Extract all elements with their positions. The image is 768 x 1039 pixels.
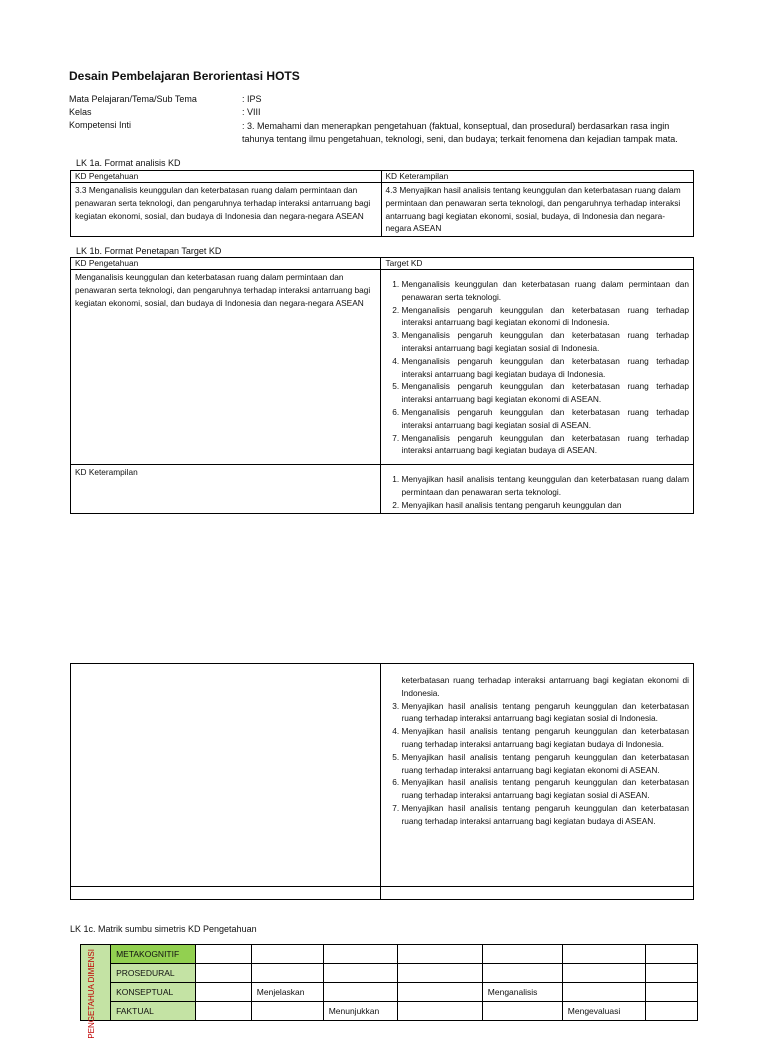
mapel-label: Mata Pelajaran/Tema/Sub Tema (69, 94, 197, 104)
matrix-cell (195, 1002, 251, 1021)
list-item: 6. Menganalisis pengaruh keunggulan dan keterbatasan ruang terhadap interaksi antarruang bagi kegiatan sosial di ASEAN. (401, 406, 689, 432)
matrix-cell (482, 945, 562, 964)
lk1b-head-left: KD Pengetahuan (71, 258, 381, 270)
matrix-cell (251, 964, 323, 983)
lk1b-table (70, 257, 694, 514)
matrix-cell (482, 964, 562, 983)
matrix-cell (195, 945, 251, 964)
list-item: 4. Menganalisis pengaruh keunggulan dan keterbatasan ruang terhadap interaksi antarruang bagi kegiatan budaya di Indonesia. (401, 355, 689, 381)
ki-value: : 3. Memahami dan menerapkan pengetahuan (faktual, konseptual, dan prosedural) berdasarkan rasa ingin tahunya tentang ilmu pengetahuan, teknologi, seni, dan budaya; terkait fenomena dan kejadian tampak mata. (242, 121, 678, 144)
dimension-side-label: PENGETAHUA DIMENSI (87, 949, 96, 1039)
matrix-cell: Menganalisis (482, 983, 562, 1002)
matrix-cell: Mengevaluasi (562, 1002, 646, 1021)
lk1b-continued-table (70, 663, 694, 900)
list-item: 3. Menganalisis pengaruh keunggulan dan keterbatasan ruang terhadap interaksi antarruang bagi kegiatan sosial di Indonesia. (401, 329, 689, 355)
list-item: 4. Menyajikan hasil analisis tentang pengaruh keunggulan dan keterbatasan ruang terhadap interaksi antarruang bagi kegiatan budaya di Indonesia. (401, 725, 689, 751)
empty-cell (381, 887, 694, 900)
ki-label: Kompetensi Inti (69, 120, 132, 130)
lk1b-caption: LK 1b. Format Penetapan Target KD (76, 246, 222, 256)
lk1b-ket-list (385, 473, 689, 511)
list-item: 1. Menyajikan hasil analisis tentang keunggulan dan keterbatasan ruang dalam permintaan dan penawaran serta teknologi. (401, 473, 689, 499)
matrix-cell (397, 983, 482, 1002)
lk1b-ket-cell (381, 465, 694, 514)
lk1a-kd-pengetahuan: 3.3 Menganalisis keunggulan dan keterbatasan ruang dalam permintaan dan penawaran serta teknologi, dan pengaruhnya terhadap interaksi antarruang bagi kegiatan ekonomi, sosial, dan budaya di Indonesia dan negara-negara ASEAN (71, 183, 382, 237)
lk1b-targets-cell (381, 270, 694, 465)
list-item: 5. Menyajikan hasil analisis tentang pengaruh keunggulan dan keterbatasan ruang terhadap interaksi antarruang bagi kegiatan ekonomi di ASEAN. (401, 751, 689, 777)
matrix-cell (195, 964, 251, 983)
lk1b-target-list (385, 278, 689, 457)
matrix-cell (646, 964, 698, 983)
matrix-cell (562, 983, 646, 1002)
dimension-faktual: FAKTUAL (111, 1002, 196, 1021)
matrix-cell (251, 945, 323, 964)
lk1a-table (70, 170, 694, 237)
lk1c-matrix (80, 944, 698, 1039)
list-item: 2. Menganalisis pengaruh keunggulan dan keterbatasan ruang terhadap interaksi antarruang bagi kegiatan ekonomi di Indonesia. (401, 304, 689, 330)
matrix-cell (646, 983, 698, 1002)
lk1a-kd-keterampilan: 4.3 Menyajikan hasil analisis tentang keunggulan dan keterbatasan ruang dalam permintaan dan penawaran serta teknologi, dan pengaruhnya terhadap interaksi antarruang bagi kegiatan ekonomi, sosial, budaya, di Indonesia dan negara-negara ASEAN (381, 183, 694, 237)
lk1b-ket-label: KD Keterampilan (71, 465, 381, 514)
matrix-cell (195, 983, 251, 1002)
dimension-side-label-cell (81, 945, 111, 1039)
page-title: Desain Pembelajaran Berorientasi HOTS (69, 69, 300, 83)
list-item: 3. Menyajikan hasil analisis tentang pengaruh keunggulan dan keterbatasan ruang terhadap interaksi antarruang bagi kegiatan sosial di Indonesia. (401, 700, 689, 726)
matrix-cell (482, 1002, 562, 1021)
matrix-cell: Menunjukkan (323, 1002, 397, 1021)
dimension-prosedural: PROSEDURAL (111, 964, 196, 983)
lk1b-continued-left (71, 664, 381, 887)
mapel-value: : IPS (242, 94, 262, 104)
matrix-cell (323, 983, 397, 1002)
matrix-cell (397, 964, 482, 983)
lk1a-caption: LK 1a. Format analisis KD (76, 158, 181, 168)
lk1b-head-right: Target KD (381, 258, 694, 270)
kelas-value: : VIII (242, 107, 261, 117)
matrix-cell (562, 964, 646, 983)
lk1b-kd-text: Menganalisis keunggulan dan keterbatasan ruang dalam permintaan dan penawaran serta teknologi, dan pengaruhnya terhadap interaksi antarruang bagi kegiatan ekonomi, sosial, dan budaya di Indonesia dan negara-negara ASEAN (71, 270, 381, 465)
lk1b-continued-right (381, 664, 694, 887)
matrix-cell (646, 1002, 698, 1021)
matrix-cell (562, 945, 646, 964)
list-item: 5. Menganalisis pengaruh keunggulan dan keterbatasan ruang terhadap interaksi antarruang bagi kegiatan ekonomi di ASEAN. (401, 380, 689, 406)
lk1b-ket-list-continued (385, 700, 689, 828)
dimension-metakognitif: METAKOGNITIF (111, 945, 196, 964)
ket-item2-continued: keterbatasan ruang terhadap interaksi antarruang bagi kegiatan ekonomi di Indonesia. (401, 675, 689, 698)
empty-cell (71, 887, 381, 900)
matrix-cell: Menjelaskan (251, 983, 323, 1002)
matrix-cell (251, 1002, 323, 1021)
matrix-cell (397, 1002, 482, 1021)
matrix-cell (323, 964, 397, 983)
dimension-konseptual: KONSEPTUAL (111, 983, 196, 1002)
list-item: 6. Menyajikan hasil analisis tentang pengaruh keunggulan dan keterbatasan ruang terhadap interaksi antarruang bagi kegiatan sosial di ASEAN. (401, 776, 689, 802)
matrix-cell (323, 945, 397, 964)
kelas-label: Kelas (69, 107, 92, 117)
list-item: 7. Menganalisis pengaruh keunggulan dan keterbatasan ruang terhadap interaksi antarruang bagi kegiatan budaya di ASEAN. (401, 432, 689, 458)
lk1a-head-right: KD Keterampilan (381, 171, 694, 183)
list-item: 7. Menyajikan hasil analisis tentang pengaruh keunggulan dan keterbatasan ruang terhadap interaksi antarruang bagi kegiatan budaya di ASEAN. (401, 802, 689, 828)
lk1c-caption: LK 1c. Matrik sumbu simetris KD Pengetahuan (70, 924, 257, 934)
list-item: 2. Menyajikan hasil analisis tentang pengaruh keunggulan dan (401, 499, 689, 512)
list-item: 1. Menganalisis keunggulan dan keterbatasan ruang dalam permintaan dan penawaran serta teknologi. (401, 278, 689, 304)
lk1a-head-left: KD Pengetahuan (71, 171, 382, 183)
matrix-cell (397, 945, 482, 964)
matrix-cell (646, 945, 698, 964)
